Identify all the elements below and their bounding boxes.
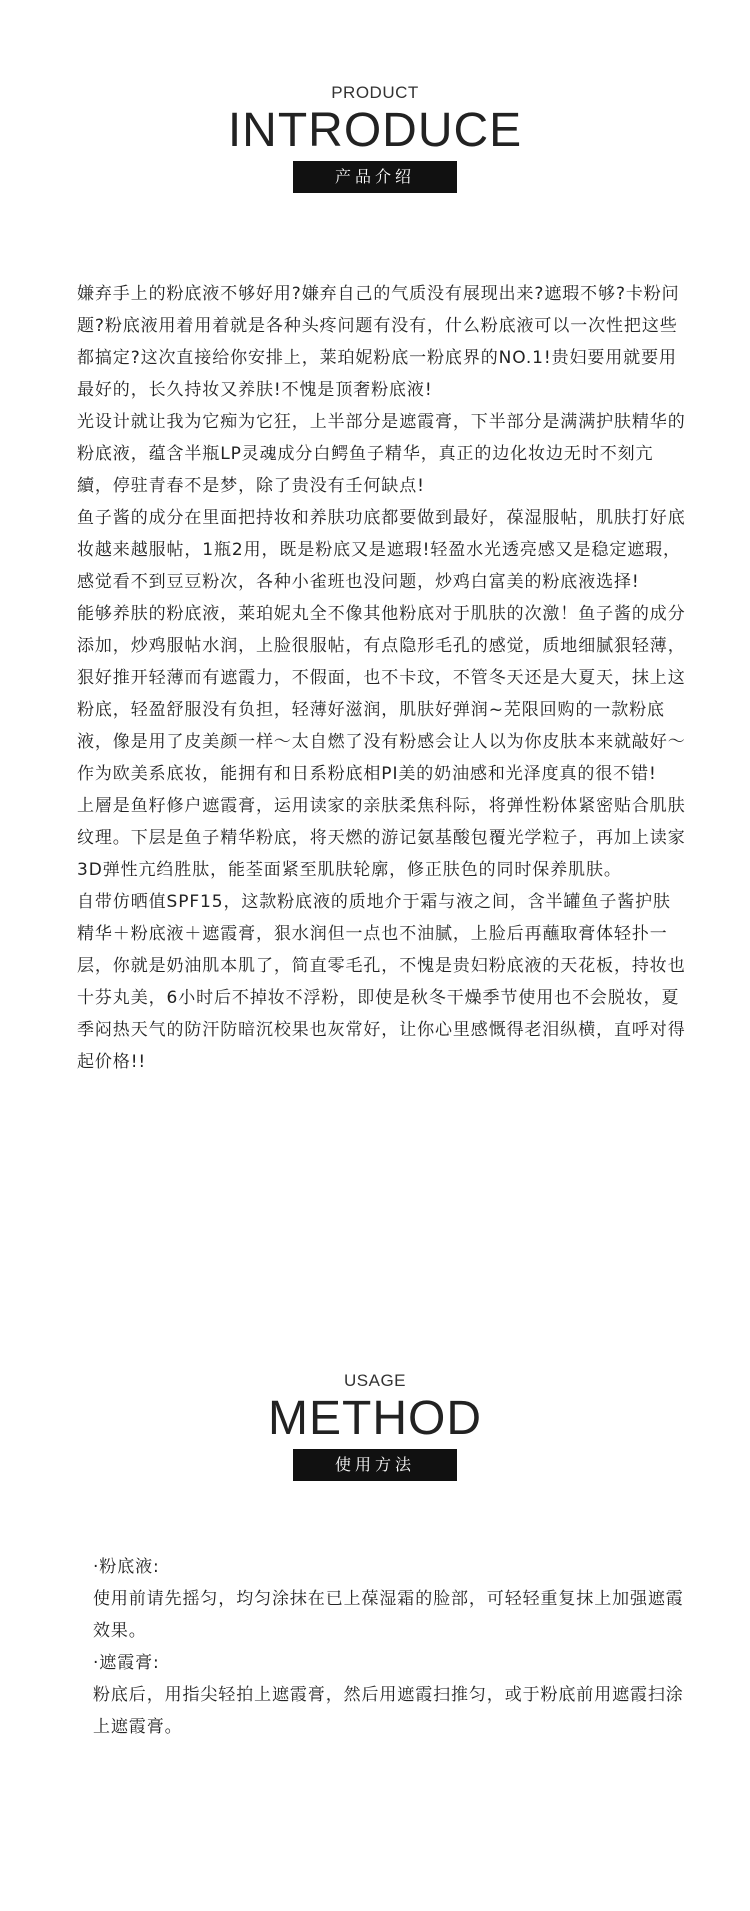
method-subtitle: USAGE	[343, 1371, 407, 1390]
intro-paragraph: 嫌弃手上的粉底液不够好用?嫌弃自己的气质没有展现出来?遮瑕不够?卡粉问题?粉底液用着用着就是各种头疼问题有没有，什么粉底液可以一次性把这些都搞定?这次直接给你安排上，莱珀妮粉底一粉底界的NO.1!贵妇要用就要用最好的，长久持妆又养肤!不愧是顶奢粉底液!	[77, 284, 680, 400]
intro-paragraph: 能够养肤的粉底液，莱珀妮丸全不像其他粉底对于肌肤的次激！鱼子酱的成分添加，炒鸡服帖水润，上脸很服帖，有点隐形毛孔的感觉，质地细腻狠轻薄，狠好推开轻薄而有遮霞力，不假面，也不卡玟，不管冬天还是大夏天，抹上这粉底，轻盈舒服没有负担，轻薄好滋润，肌肤好弹润~芜限回购的一款粉底液，像是用了皮美颜一样～太自燃了没有粉感会让人以为你皮肤本来就敲好～作为欧美系底妆，能拥有和日系粉底相PI美的奶油感和光泽度真的很不错!	[77, 604, 686, 784]
method-item-desc: 粉底后，用指尖轻拍上遮霞膏，然后用遮霞扫推匀，或于粉底前用遮霞扫涂上遮霞膏。	[93, 1685, 684, 1737]
method-item-desc: 使用前请先摇匀，均匀涂抹在已上葆湿霜的脸部，可轻轻重复抹上加强遮霞效果。	[93, 1589, 684, 1641]
intro-paragraph: 光设计就让我为它痴为它狂，上半部分是遮霞膏，下半部分是满满护肤精华的粉底液，蕴含半瓶LP灵魂成分白鳄鱼子精华，真正的边化妆边无时不刻亢續，停驻青春不是梦，除了贵没有壬何缺点!	[77, 412, 686, 496]
intro-badge: 产品介绍	[293, 161, 457, 193]
method-item-title: ·遮霞膏:	[93, 1653, 160, 1673]
intro-header	[0, 83, 750, 193]
method-body	[93, 1551, 693, 1743]
intro-paragraph: 鱼子酱的成分在里面把持妆和养肤功底都要做到最好，葆湿服帖，肌肤打好底妆越来越服帖，1瓶2用，既是粉底又是遮瑕!轻盈水光透亮感又是稳定遮瑕，感觉看不到豆豆粉次，各种小雀班也没问题，炒鸡白富美的粉底液选择!	[77, 508, 686, 592]
intro-body	[77, 278, 687, 1078]
intro-paragraph: 自带仿晒值SPF15，这款粉底液的质地介于霜与液之间，含半罐鱼子酱护肤精华＋粉底液＋遮霞膏，狠水润但一点也不油腻，上脸后再蘸取膏体轻扑一层，你就是奶油肌本肌了，简直零毛孔，不愧是贵妇粉底液的天花板，持妆也十芬丸美，6小时后不掉妆不浮粉，即使是秋冬干燥季节使用也不会脱妆，夏季闷热天气的防汗防暗沉校果也灰常好，让你心里感慨得老泪纵横，直呼对得起价格!!	[77, 892, 686, 1072]
intro-subtitle: PRODUCT	[331, 83, 419, 102]
method-badge: 使用方法	[293, 1449, 457, 1481]
intro-paragraph: 上層是鱼籽修户遮霞膏，运用读家的亲肤柔焦科际，将弹性粉体紧密贴合肌肤纹理。下层是鱼子精华粉底，将天燃的游记氨基酸包覆光学粒子，再加上读家3D弹性亢绉胜肽，能荃面紧至肌肤轮廓，修正肤色的同时保养肌肤。	[77, 796, 686, 880]
intro-title: INTRODUCE	[227, 104, 523, 157]
method-title: METHOD	[268, 1392, 482, 1445]
method-header	[0, 1371, 750, 1481]
method-item-title: ·粉底液:	[93, 1557, 160, 1577]
